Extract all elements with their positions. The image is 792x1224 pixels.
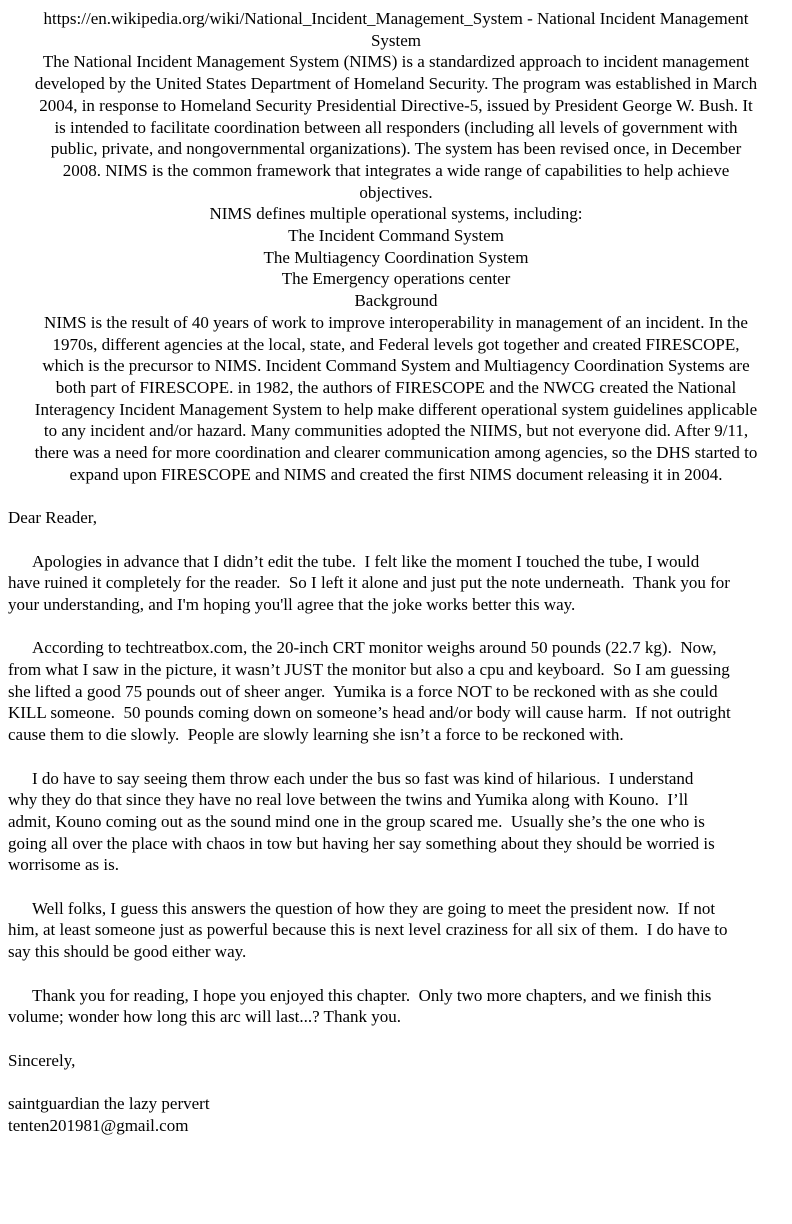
paragraph-tube-note xyxy=(8,551,784,616)
text-line: The Emergency operations center xyxy=(281,269,511,289)
text-line: Background xyxy=(354,291,438,311)
text-line: The Incident Command System xyxy=(288,226,504,246)
text-line: say this should be good either way. xyxy=(8,942,247,962)
text-line: volume; wonder how long this arc will last...? Thank you. xyxy=(8,1007,401,1027)
text-line: to any incident and/or hazard. Many communities adopted the NIIMS, but not everyone did. After 9/11, xyxy=(43,421,749,441)
text-line: worrisome as is. xyxy=(8,855,119,875)
text-line: 1970s, different agencies at the local, state, and Federal levels got together and created FIRESCOPE, xyxy=(52,334,740,354)
text-line: which is the precursor to NIMS. Incident Command System and Multiagency Coordination Systems are xyxy=(42,356,750,376)
text-line: Thank you for reading, I hope you enjoyed this chapter. Only two more chapters, and we finish this xyxy=(32,985,712,1005)
text-line: there was a need for more coordination and clearer communication among agencies, so the DHS started to xyxy=(34,443,758,463)
text-line: from what I saw in the picture, it wasn’t JUST the monitor but also a cpu and keyboard. So I am guessing xyxy=(8,660,730,680)
text-line: KILL someone. 50 pounds coming down on someone’s head and/or body will cause harm. If not outright xyxy=(8,703,731,723)
text-line: I do have to say seeing them throw each under the bus so fast was kind of hilarious. I understand xyxy=(32,768,694,788)
text-line: why they do that since they have no real love between the twins and Yumika along with Kouno. I’ll xyxy=(8,790,689,810)
text-line: him, at least someone just as powerful because this is next level craziness for all six of them. I do have to xyxy=(8,920,728,940)
signature xyxy=(8,1093,784,1136)
text-line: According to techtreatbox.com, the 20-inch CRT monitor weighs around 50 pounds (22.7 kg). Now, xyxy=(32,638,717,658)
text-line: is intended to facilitate coordination between all responders (including all levels of government with xyxy=(54,117,738,137)
text-line: NIMS defines multiple operational systems, including: xyxy=(209,204,583,224)
paragraph-monitor-weight xyxy=(8,637,784,746)
document-body xyxy=(8,8,784,1136)
paragraph-under-the-bus xyxy=(8,768,784,877)
text-line: Dear Reader, xyxy=(8,508,97,528)
text-line: both part of FIRESCOPE. in 1982, the authors of FIRESCOPE and the NWCG created the National xyxy=(55,377,737,397)
text-line: Sincerely, xyxy=(8,1050,76,1070)
salutation xyxy=(8,507,784,529)
text-line: cause them to die slowly. People are slowly learning she isn’t a force to be reckoned with. xyxy=(8,725,624,745)
text-line: she lifted a good 75 pounds out of sheer anger. Yumika is a force NOT to be reckoned with as she could xyxy=(8,681,718,701)
text-line: https://en.wikipedia.org/wiki/National_Incident_Management_System - National Incident Management xyxy=(43,9,749,28)
text-line: your understanding, and I'm hoping you'll agree that the joke works better this way. xyxy=(8,594,576,614)
text-line: Well folks, I guess this answers the question of how they are going to meet the president now. If not xyxy=(32,898,716,918)
text-line: public, private, and nongovernmental organizations). The system has been revised once, in December xyxy=(50,139,742,159)
text-line: developed by the United States Department of Homeland Security. The program was established in March xyxy=(34,74,758,94)
text-line: expand upon FIRESCOPE and NIMS and created the first NIMS document releasing it in 2004. xyxy=(69,464,723,484)
text-line: 2004, in response to Homeland Security Presidential Directive-5, issued by President George W. Bush. It xyxy=(39,95,753,115)
text-line: The Multiagency Coordination System xyxy=(263,247,529,267)
text-line: objectives. xyxy=(359,182,433,202)
text-line: The National Incident Management System (NIMS) is a standardized approach to incident management xyxy=(42,52,750,72)
text-line: tenten201981@gmail.com xyxy=(8,1115,189,1135)
text-line: Interagency Incident Management System to help make different operational system guidelines applicable xyxy=(34,399,758,419)
wiki-excerpt xyxy=(8,8,784,485)
text-line: System xyxy=(370,30,422,50)
paragraph-thanks xyxy=(8,985,784,1028)
text-line: NIMS is the result of 40 years of work to improve interoperability in management of an incident. In the xyxy=(44,312,748,332)
text-line: saintguardian the lazy pervert xyxy=(8,1094,210,1114)
text-line: Apologies in advance that I didn’t edit the tube. I felt like the moment I touched the tube, I would xyxy=(32,551,700,571)
text-line: have ruined it completely for the reader. So I left it alone and just put the note underneath. Thank you for xyxy=(8,573,730,593)
text-line: going all over the place with chaos in tow but having her say something about they should be worried is xyxy=(8,833,715,853)
closing xyxy=(8,1050,784,1072)
text-line: admit, Kouno coming out as the sound mind one in the group scared me. Usually she’s the one who is xyxy=(8,811,705,831)
paragraph-president xyxy=(8,898,784,963)
text-line: 2008. NIMS is the common framework that integrates a wide range of capabilities to help achieve xyxy=(62,160,730,180)
